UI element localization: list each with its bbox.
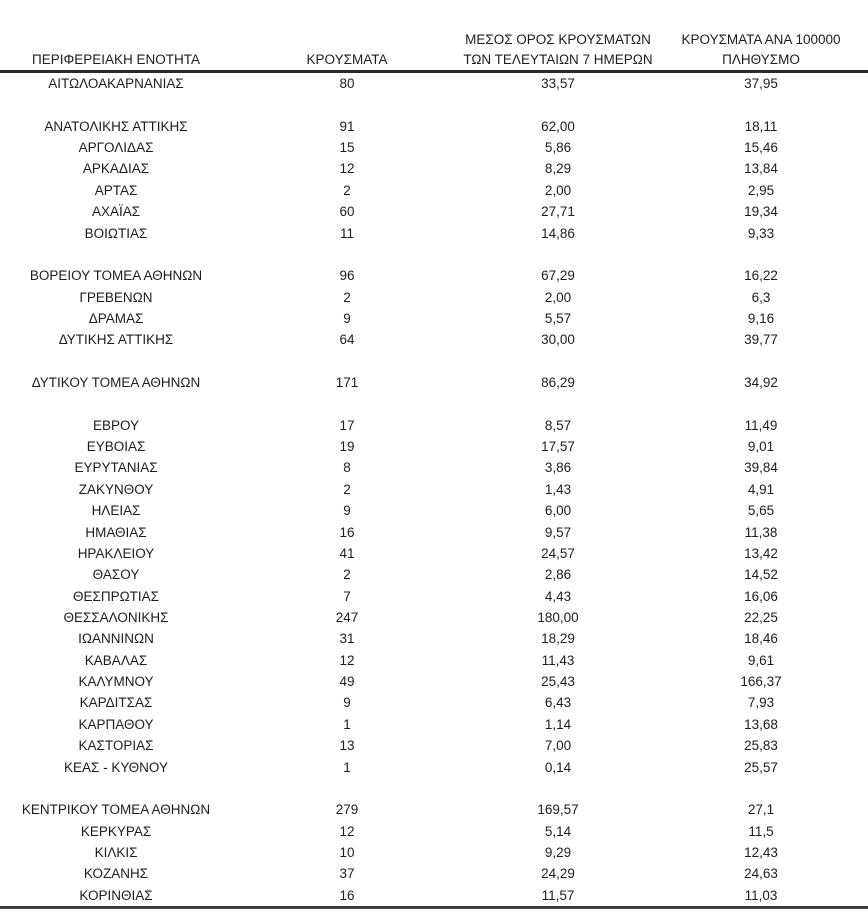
spacer-row bbox=[0, 244, 868, 265]
per100k-cell: 37,95 bbox=[744, 76, 778, 91]
region-cell: ΚΟΖΑΝΗΣ bbox=[83, 866, 149, 882]
cases-cell: 17 bbox=[339, 417, 355, 433]
per100k-cell: 5,65 bbox=[747, 503, 775, 519]
avg7-cell: 24,29 bbox=[541, 866, 575, 882]
per100k-cell: 9,16 bbox=[747, 310, 775, 326]
region-cell: ΗΡΑΚΛΕΙΟΥ bbox=[77, 545, 155, 561]
table-row bbox=[0, 436, 868, 457]
avg7-cell: 9,29 bbox=[544, 844, 572, 860]
region-cell: ΚΙΛΚΙΣ bbox=[94, 844, 138, 860]
avg7-cell: 33,57 bbox=[541, 76, 575, 91]
per100k-cell: 6,3 bbox=[751, 289, 771, 305]
per100k-cell: 39,84 bbox=[744, 460, 778, 476]
region-cell: ΚΑΡΠΑΘΟΥ bbox=[78, 716, 154, 732]
avg7-cell: 4,43 bbox=[544, 588, 572, 604]
table-row bbox=[0, 73, 868, 94]
per100k-cell: 11,38 bbox=[744, 524, 778, 540]
per100k-cell: 13,42 bbox=[744, 545, 778, 561]
cases-cell: 49 bbox=[339, 674, 355, 690]
per100k-cell: 2,95 bbox=[747, 182, 775, 198]
column-header-cases bbox=[232, 50, 462, 70]
region-cell: ΑΡΚΑΔΙΑΣ bbox=[82, 161, 150, 177]
region-cell: ΑΙΤΩΛΟΑΚΑΡΝΑΝΙΑΣ bbox=[48, 76, 184, 91]
avg7-cell: 5,57 bbox=[544, 310, 572, 326]
cases-cell: 7 bbox=[343, 588, 351, 604]
per100k-cell: 11,03 bbox=[744, 887, 778, 903]
table-row bbox=[0, 842, 868, 863]
per100k-cell: 9,61 bbox=[747, 652, 775, 668]
per100k-cell: 24,63 bbox=[744, 866, 778, 882]
avg7-cell: 62,00 bbox=[541, 118, 575, 134]
table-row bbox=[0, 564, 868, 585]
table-row bbox=[0, 372, 868, 393]
cases-cell: 11 bbox=[339, 225, 354, 241]
table-row bbox=[0, 735, 868, 756]
region-cell: ΚΟΡΙΝΘΙΑΣ bbox=[79, 887, 153, 903]
cases-cell: 19 bbox=[339, 439, 355, 455]
cases-cell: 8 bbox=[343, 460, 351, 476]
table-row bbox=[0, 201, 868, 222]
cases-cell: 2 bbox=[343, 182, 351, 198]
column-header-avg7-line2: ΤΩΝ ΤΕΛΕΥΤΑΙΩΝ 7 ΗΜΕΡΩΝ bbox=[463, 52, 653, 67]
avg7-cell: 180,00 bbox=[537, 609, 579, 625]
column-header-avg7 bbox=[462, 30, 654, 70]
cases-cell: 2 bbox=[343, 567, 351, 583]
table-row bbox=[0, 628, 868, 649]
avg7-cell: 7,00 bbox=[544, 738, 572, 754]
avg7-cell: 1,43 bbox=[544, 481, 572, 497]
cases-cell: 13 bbox=[339, 738, 355, 754]
cases-cell: 9 bbox=[343, 695, 351, 711]
cases-cell: 37 bbox=[339, 866, 355, 882]
table-row bbox=[0, 116, 868, 137]
per100k-cell: 16,22 bbox=[744, 268, 778, 284]
spacer-row bbox=[0, 393, 868, 414]
table-row bbox=[0, 692, 868, 713]
table-row bbox=[0, 223, 868, 244]
table-row bbox=[0, 479, 868, 500]
table-body bbox=[0, 73, 868, 906]
spacer-row bbox=[0, 778, 868, 799]
cases-cell: 16 bbox=[339, 887, 355, 903]
table-row bbox=[0, 821, 868, 842]
region-cell: ΔΥΤΙΚΟΥ ΤΟΜΕΑ ΑΘΗΝΩΝ bbox=[31, 375, 201, 391]
cases-cell: 96 bbox=[339, 268, 355, 284]
cases-cell: 12 bbox=[339, 161, 355, 177]
table-row bbox=[0, 158, 868, 179]
avg7-cell: 8,57 bbox=[544, 417, 572, 433]
cases-cell: 1 bbox=[343, 716, 351, 732]
cases-cell: 91 bbox=[339, 118, 355, 134]
region-cell: ΕΥΒΟΙΑΣ bbox=[86, 439, 146, 455]
region-cell: ΖΑΚΥΝΘΟΥ bbox=[78, 481, 154, 497]
avg7-cell: 17,57 bbox=[541, 439, 575, 455]
column-header-avg7-line1: ΜΕΣΟΣ ΟΡΟΣ ΚΡΟΥΣΜΑΤΩΝ bbox=[465, 32, 651, 47]
per100k-cell: 7,93 bbox=[747, 695, 775, 711]
region-cell: ΘΕΣΣΑΛΟΝΙΚΗΣ bbox=[63, 609, 169, 625]
table-bottom-line bbox=[0, 906, 868, 909]
per100k-cell: 12,43 bbox=[744, 844, 778, 860]
avg7-cell: 67,29 bbox=[541, 268, 575, 284]
region-cell: ΒΟΡΕΙΟΥ ΤΟΜΕΑ ΑΘΗΝΩΝ bbox=[29, 268, 203, 284]
region-cell: ΚΑΒΑΛΑΣ bbox=[84, 652, 148, 668]
table-row bbox=[0, 500, 868, 521]
avg7-cell: 6,00 bbox=[544, 503, 572, 519]
per100k-cell: 39,77 bbox=[744, 332, 778, 348]
cases-cell: 2 bbox=[343, 481, 351, 497]
region-cell: ΚΑΡΔΙΤΣΑΣ bbox=[79, 695, 153, 711]
avg7-cell: 86,29 bbox=[541, 375, 575, 391]
avg7-cell: 9,57 bbox=[544, 524, 572, 540]
table-row bbox=[0, 137, 868, 158]
per100k-cell: 19,34 bbox=[744, 204, 778, 220]
region-cell: ΚΕΝΤΡΙΚΟΥ ΤΟΜΕΑ ΑΘΗΝΩΝ bbox=[21, 802, 211, 818]
per100k-cell: 22,25 bbox=[744, 609, 778, 625]
per100k-cell: 18,11 bbox=[744, 118, 778, 134]
per100k-cell: 11,49 bbox=[744, 417, 778, 433]
column-header-per100k bbox=[654, 30, 868, 70]
cases-cell: 64 bbox=[339, 332, 355, 348]
region-cell: ΗΜΑΘΙΑΣ bbox=[85, 524, 147, 540]
table-row bbox=[0, 287, 868, 308]
cases-cell: 60 bbox=[339, 204, 355, 220]
cases-cell: 2 bbox=[343, 289, 351, 305]
avg7-cell: 30,00 bbox=[541, 332, 575, 348]
region-cell: ΙΩΑΝΝΙΝΩΝ bbox=[78, 631, 154, 647]
table-row bbox=[0, 543, 868, 564]
table-row bbox=[0, 586, 868, 607]
table-row bbox=[0, 522, 868, 543]
region-cell: ΑΡΓΟΛΙΔΑΣ bbox=[78, 140, 154, 156]
per100k-cell: 25,57 bbox=[744, 759, 778, 775]
column-header-per100k-line1: ΚΡΟΥΣΜΑΤΑ ΑΝΑ 100000 bbox=[681, 32, 841, 47]
avg7-cell: 1,14 bbox=[544, 716, 572, 732]
avg7-cell: 2,86 bbox=[544, 567, 572, 583]
cases-cell: 10 bbox=[339, 844, 355, 860]
column-header-per100k-line2: ΠΛΗΘΥΣΜΟ bbox=[722, 52, 800, 67]
per100k-cell: 9,01 bbox=[747, 439, 775, 455]
region-cell: ΚΕΑΣ - ΚΥΘΝΟΥ bbox=[64, 759, 168, 775]
region-cell: ΚΑΣΤΟΡΙΑΣ bbox=[78, 738, 154, 754]
region-cell: ΕΒΡΟΥ bbox=[92, 417, 140, 433]
table-row bbox=[0, 457, 868, 478]
avg7-cell: 5,14 bbox=[544, 823, 572, 839]
per100k-cell: 18,46 bbox=[744, 631, 778, 647]
table-row bbox=[0, 180, 868, 201]
cases-cell: 247 bbox=[335, 609, 359, 625]
per100k-cell: 14,52 bbox=[744, 567, 778, 583]
cases-cell: 12 bbox=[339, 823, 355, 839]
avg7-cell: 0,14 bbox=[544, 759, 572, 775]
avg7-cell: 11,57 bbox=[541, 887, 575, 903]
region-cell: ΘΑΣΟΥ bbox=[92, 567, 140, 583]
table-row bbox=[0, 671, 868, 692]
avg7-cell: 24,57 bbox=[541, 545, 575, 561]
cases-cell: 12 bbox=[339, 652, 355, 668]
region-cell: ΒΟΙΩΤΙΑΣ bbox=[84, 225, 148, 241]
avg7-cell: 6,43 bbox=[544, 695, 572, 711]
region-cell: ΔΥΤΙΚΗΣ ΑΤΤΙΚΗΣ bbox=[58, 332, 174, 348]
column-header-region-label: ΠΕΡΙΦΕΡΕΙΑΚΗ ΕΝΟΤΗΤΑ bbox=[31, 52, 201, 67]
per100k-cell: 15,46 bbox=[744, 140, 778, 156]
avg7-cell: 169,57 bbox=[537, 802, 579, 818]
table-row bbox=[0, 329, 868, 350]
table-row bbox=[0, 799, 868, 820]
region-cell: ΑΧΑΪΑΣ bbox=[91, 204, 141, 220]
table-row bbox=[0, 714, 868, 735]
avg7-cell: 27,71 bbox=[541, 204, 575, 220]
region-cell: ΓΡΕΒΕΝΩΝ bbox=[79, 289, 153, 305]
region-cell: ΔΡΑΜΑΣ bbox=[88, 310, 144, 326]
per100k-cell: 13,68 bbox=[744, 716, 778, 732]
column-header-region bbox=[0, 50, 232, 70]
avg7-cell: 2,00 bbox=[544, 289, 572, 305]
spacer-row bbox=[0, 94, 868, 115]
region-cell: ΑΝΑΤΟΛΙΚΗΣ ΑΤΤΙΚΗΣ bbox=[44, 118, 188, 134]
cases-cell: 80 bbox=[339, 76, 355, 91]
per100k-cell: 27,1 bbox=[747, 802, 775, 818]
region-cell: ΗΛΕΙΑΣ bbox=[91, 503, 141, 519]
per100k-cell: 9,33 bbox=[747, 225, 775, 241]
table-row bbox=[0, 757, 868, 778]
table-row bbox=[0, 885, 868, 906]
spacer-row bbox=[0, 351, 868, 372]
cases-cell: 9 bbox=[343, 310, 351, 326]
avg7-cell: 18,29 bbox=[541, 631, 575, 647]
region-cell: ΚΑΛΥΜΝΟΥ bbox=[78, 674, 154, 690]
table-row bbox=[0, 415, 868, 436]
avg7-cell: 14,86 bbox=[541, 225, 575, 241]
per100k-cell: 16,06 bbox=[744, 588, 778, 604]
table-row bbox=[0, 607, 868, 628]
table-row bbox=[0, 863, 868, 884]
column-header-cases-label: ΚΡΟΥΣΜΑΤΑ bbox=[306, 52, 388, 67]
cases-cell: 9 bbox=[343, 503, 351, 519]
table-row bbox=[0, 308, 868, 329]
table-row bbox=[0, 650, 868, 671]
per100k-cell: 166,37 bbox=[740, 674, 782, 690]
cases-cell: 279 bbox=[335, 802, 359, 818]
per100k-cell: 4,91 bbox=[747, 481, 775, 497]
per100k-cell: 34,92 bbox=[744, 375, 778, 391]
avg7-cell: 5,86 bbox=[544, 140, 572, 156]
avg7-cell: 8,29 bbox=[544, 161, 572, 177]
avg7-cell: 25,43 bbox=[541, 674, 575, 690]
region-cell: ΚΕΡΚΥΡΑΣ bbox=[80, 823, 152, 839]
table-header-row bbox=[0, 0, 868, 70]
table-row bbox=[0, 265, 868, 286]
region-cell: ΘΕΣΠΡΩΤΙΑΣ bbox=[72, 588, 160, 604]
per100k-cell: 25,83 bbox=[744, 738, 778, 754]
per100k-cell: 13,84 bbox=[744, 161, 778, 177]
avg7-cell: 2,00 bbox=[544, 182, 572, 198]
cases-cell: 15 bbox=[339, 140, 355, 156]
avg7-cell: 3,86 bbox=[544, 460, 572, 476]
cases-cell: 1 bbox=[343, 759, 351, 775]
cases-cell: 41 bbox=[339, 545, 355, 561]
cases-cell: 16 bbox=[339, 524, 355, 540]
cases-cell: 171 bbox=[335, 375, 359, 391]
region-cell: ΕΥΡΥΤΑΝΙΑΣ bbox=[74, 460, 158, 476]
per100k-cell: 11,5 bbox=[748, 823, 774, 839]
cases-cell: 31 bbox=[339, 631, 355, 647]
avg7-cell: 11,43 bbox=[541, 652, 575, 668]
region-cell: ΑΡΤΑΣ bbox=[94, 182, 138, 198]
